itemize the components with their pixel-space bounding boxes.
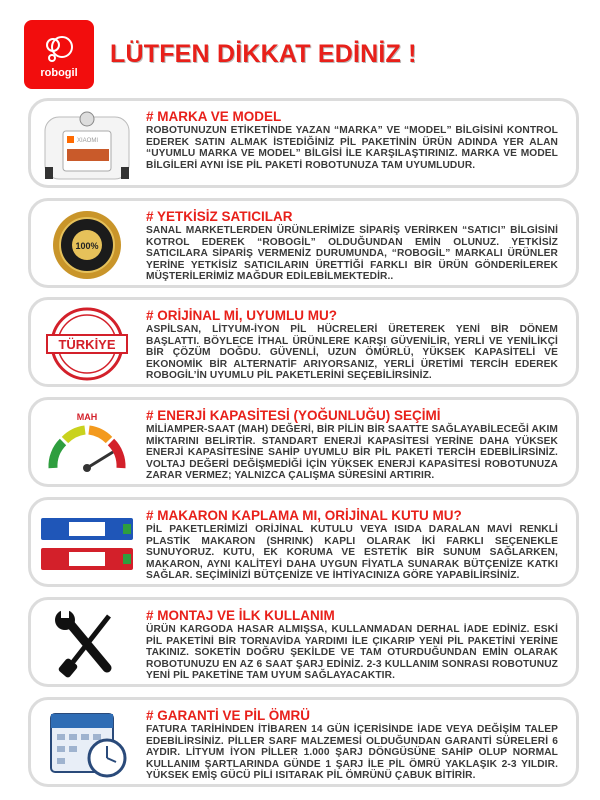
section-body: ASPİLSAN, LİTYUM-İYON PİL HÜCRELERİ ÜRETEREK YENİ BİR DÖNEM BAŞLATTI. BÖYLECE İTHAL ÜRÜNLERE KARŞI GÜVENİLİR, YERLİ VE YENİLİKÇİ BİR ÇÖZÜM DOĞDU. GÜVENLİ, UZUN ÖMÜRLÜ, YÜKSEK KAPASİTELİ VE EKONOMİK BİR ALTERNATİF ARIYORSANIZ, YERLİ ÜRETİMİ TERCİH EDEREK ROBOGİL’İN UYUMLU PİL PAKETLERİNİ SEÇEBİLİRSİNİZ. (146, 324, 558, 382)
section-brand-model (28, 98, 579, 188)
section-body: ÜRÜN KARGODA HASAR ALMIŞSA, KULLANMADAN DERHAL İADE EDİNİZ. ESKİ PİL PAKETİNİ BİR TORNAVİDA YARDIMI İLE ÇIKARIP YENİ PİL PAKETİNİ YERİNE TAKINIZ. SOKETİN DOĞRU ŞEKİLDE VE TAM OTURDUĞUNDAN EMİN OLARAK ROBOTUNUZU EN AZ 6 SAAT ŞARJ EDİNİZ. 2-3 KULLANIM SONRASI ROBOTUNUZ YENİ PİL PAKETİNE TAM UYUM SAĞLAYACAKTIR. (146, 624, 558, 682)
robot-vacuum-image (39, 107, 135, 183)
section-original-compatible (28, 297, 579, 387)
premium-quality-seal-icon (39, 207, 135, 283)
section-body: PİL PAKETLERİMİZİ ORİJİNAL KUTULU VEYA ISIDA DARALAN MAVİ RENKLİ PLASTİK MAKARON (SHRINK) KAPLI OLARAK İKİ FARKLI SEÇENEKLE SUNUYORUZ. KUTU, EK KORUMA VE ESTETİK BİR SUNUM SAĞLARKEN, MAKARON, AYNI KALİTEYİ DAHA UYGUN FİYATLA SUNARAK BÜTÇENİZE KATKI SAĞLAR. SEÇİMİNİZİ BÜTÇENİZE VE İHTİYACINIZA GÖRE YAPABİLİRSİNİZ. (146, 524, 558, 582)
made-in-turkiye-stamp-icon (39, 306, 135, 382)
page-title: LÜTFEN DİKKAT EDİNİZ ! (110, 40, 417, 68)
section-warranty (28, 697, 579, 787)
section-heading: # ORİJİNAL Mİ, UYUMLU MU? (146, 308, 338, 323)
seal-text: 100% (75, 241, 99, 251)
section-heading: # ENERJİ KAPASİTESİ (YOĞUNLUĞU) SEÇİMİ (146, 408, 441, 423)
section-heading: # MARKA VE MODEL (146, 109, 282, 124)
section-body: FATURA TARİHİNDEN İTİBAREN 14 GÜN İÇERİSİNDE İADE VEYA DEĞİŞİM TALEP EDEBİLİRSİNİZ. PİLLER SARF MALZEMESİ OLDUĞUNDAN GARANTİ SÜRELERİ 6 AYDIR. LİTYUM İYON PİLLER 1.000 ŞARJ DÖNGÜSÜNE SAHİP OLUP NORMAL KULLANIM ŞARTLARINDA GÜNDE 1 ŞARJ İLE PİL ÖMRÜ YAKLAŞIK 2-3 YILDIR. YÜKSEK EMİŞ GÜCÜ PİLİ ISITARAK PİL ÖMRÜNÜ ÇABUK BİTİRİR. (146, 724, 558, 782)
section-heading: # GARANTİ VE PİL ÖMRÜ (146, 708, 311, 723)
calendar-clock-icon (39, 706, 135, 782)
section-body: MİLİAMPER-SAAT (MAH) DEĞERİ, BİR PİLİN BİR SAATTE SAĞLAYABİLECEĞİ AKIM MİKTARINI BELİRTİR. STANDART ENERJİ KAPASİTESİ YERİNE DAHA YÜKSEK ENERJİ KAPASİTESİNE SAHİP UYUMLU BİR PİL PAKETİ TERCİH EDEBİLİRSİNİZ. VOLTAJ DEĞERİ DEĞİŞMEDİĞİ İÇİN YÜKSEK ENERJİ KAPASİTESİ ROBOTUNUZA ZARAR VERMEZ; YALNIZCA ÇALIŞMA SÜRESİNİ ARTIRIR. (146, 424, 558, 482)
section-body: SANAL MARKETLERDEN ÜRÜNLERİMİZE SİPARİŞ VERİRKEN “SATICI” BİLGİSİNİ KOTROL EDEREK “ROBOGİL” OLDUĞUNDAN EMİN OLUNUZ. YETKİSİZ SATICILARA SİPARİŞ VERMENİZ DURUMUNDA, “ROBOGİL” MARKALI ÜRÜNLER YERİNE YETKİSİZ SATICILARIN ÜRETTİĞİ FARKLI BİR ÜRÜN GÖNDERİLEREK MÜŞTERİLERİMİZ MAĞDUR EDİLEBİLMEKTEDİR.. (146, 225, 558, 283)
xiaomi-label: XIAOMI (77, 138, 99, 144)
section-heading: # YETKİSİZ SATICILAR (146, 209, 293, 224)
wrench-screwdriver-icon (39, 606, 135, 682)
logo-circles-icon (44, 34, 74, 64)
section-energy-capacity (28, 397, 579, 487)
section-unauthorized-sellers (28, 198, 579, 288)
section-installation (28, 597, 579, 687)
stamp-text: TÜRKİYE (58, 337, 116, 352)
gauge-label: MAH (76, 412, 98, 422)
section-heading: # MAKARON KAPLAMA MI, ORİJİNAL KUTU MU? (146, 508, 462, 523)
robogil-logo (24, 20, 94, 89)
section-heading: # MONTAJ VE İLK KULLANIM (146, 608, 335, 623)
section-body: ROBOTUNUZUN ETİKETİNDE YAZAN “MARKA” VE “MODEL” BİLGİSİNİ KONTROL EDEREK SATIN ALMAK İSTEDİĞİNİZ PİL PAKETİNİN ÜRÜN ADINDA YER ALAN “UYUMLU MARKA VE MODEL” BİLGİSİ İLE KARŞILAŞTIRINIZ. MARKA VE MODEL BİLGİLERİ AYNI İSE PİL PAKETİ ROBOTUNUZA TAM UYUMLUDUR. (146, 125, 558, 171)
battery-packs-image (39, 506, 135, 582)
mah-gauge-icon (39, 406, 135, 482)
section-shrink-or-box (28, 497, 579, 587)
logo-text: robogil (40, 67, 78, 79)
